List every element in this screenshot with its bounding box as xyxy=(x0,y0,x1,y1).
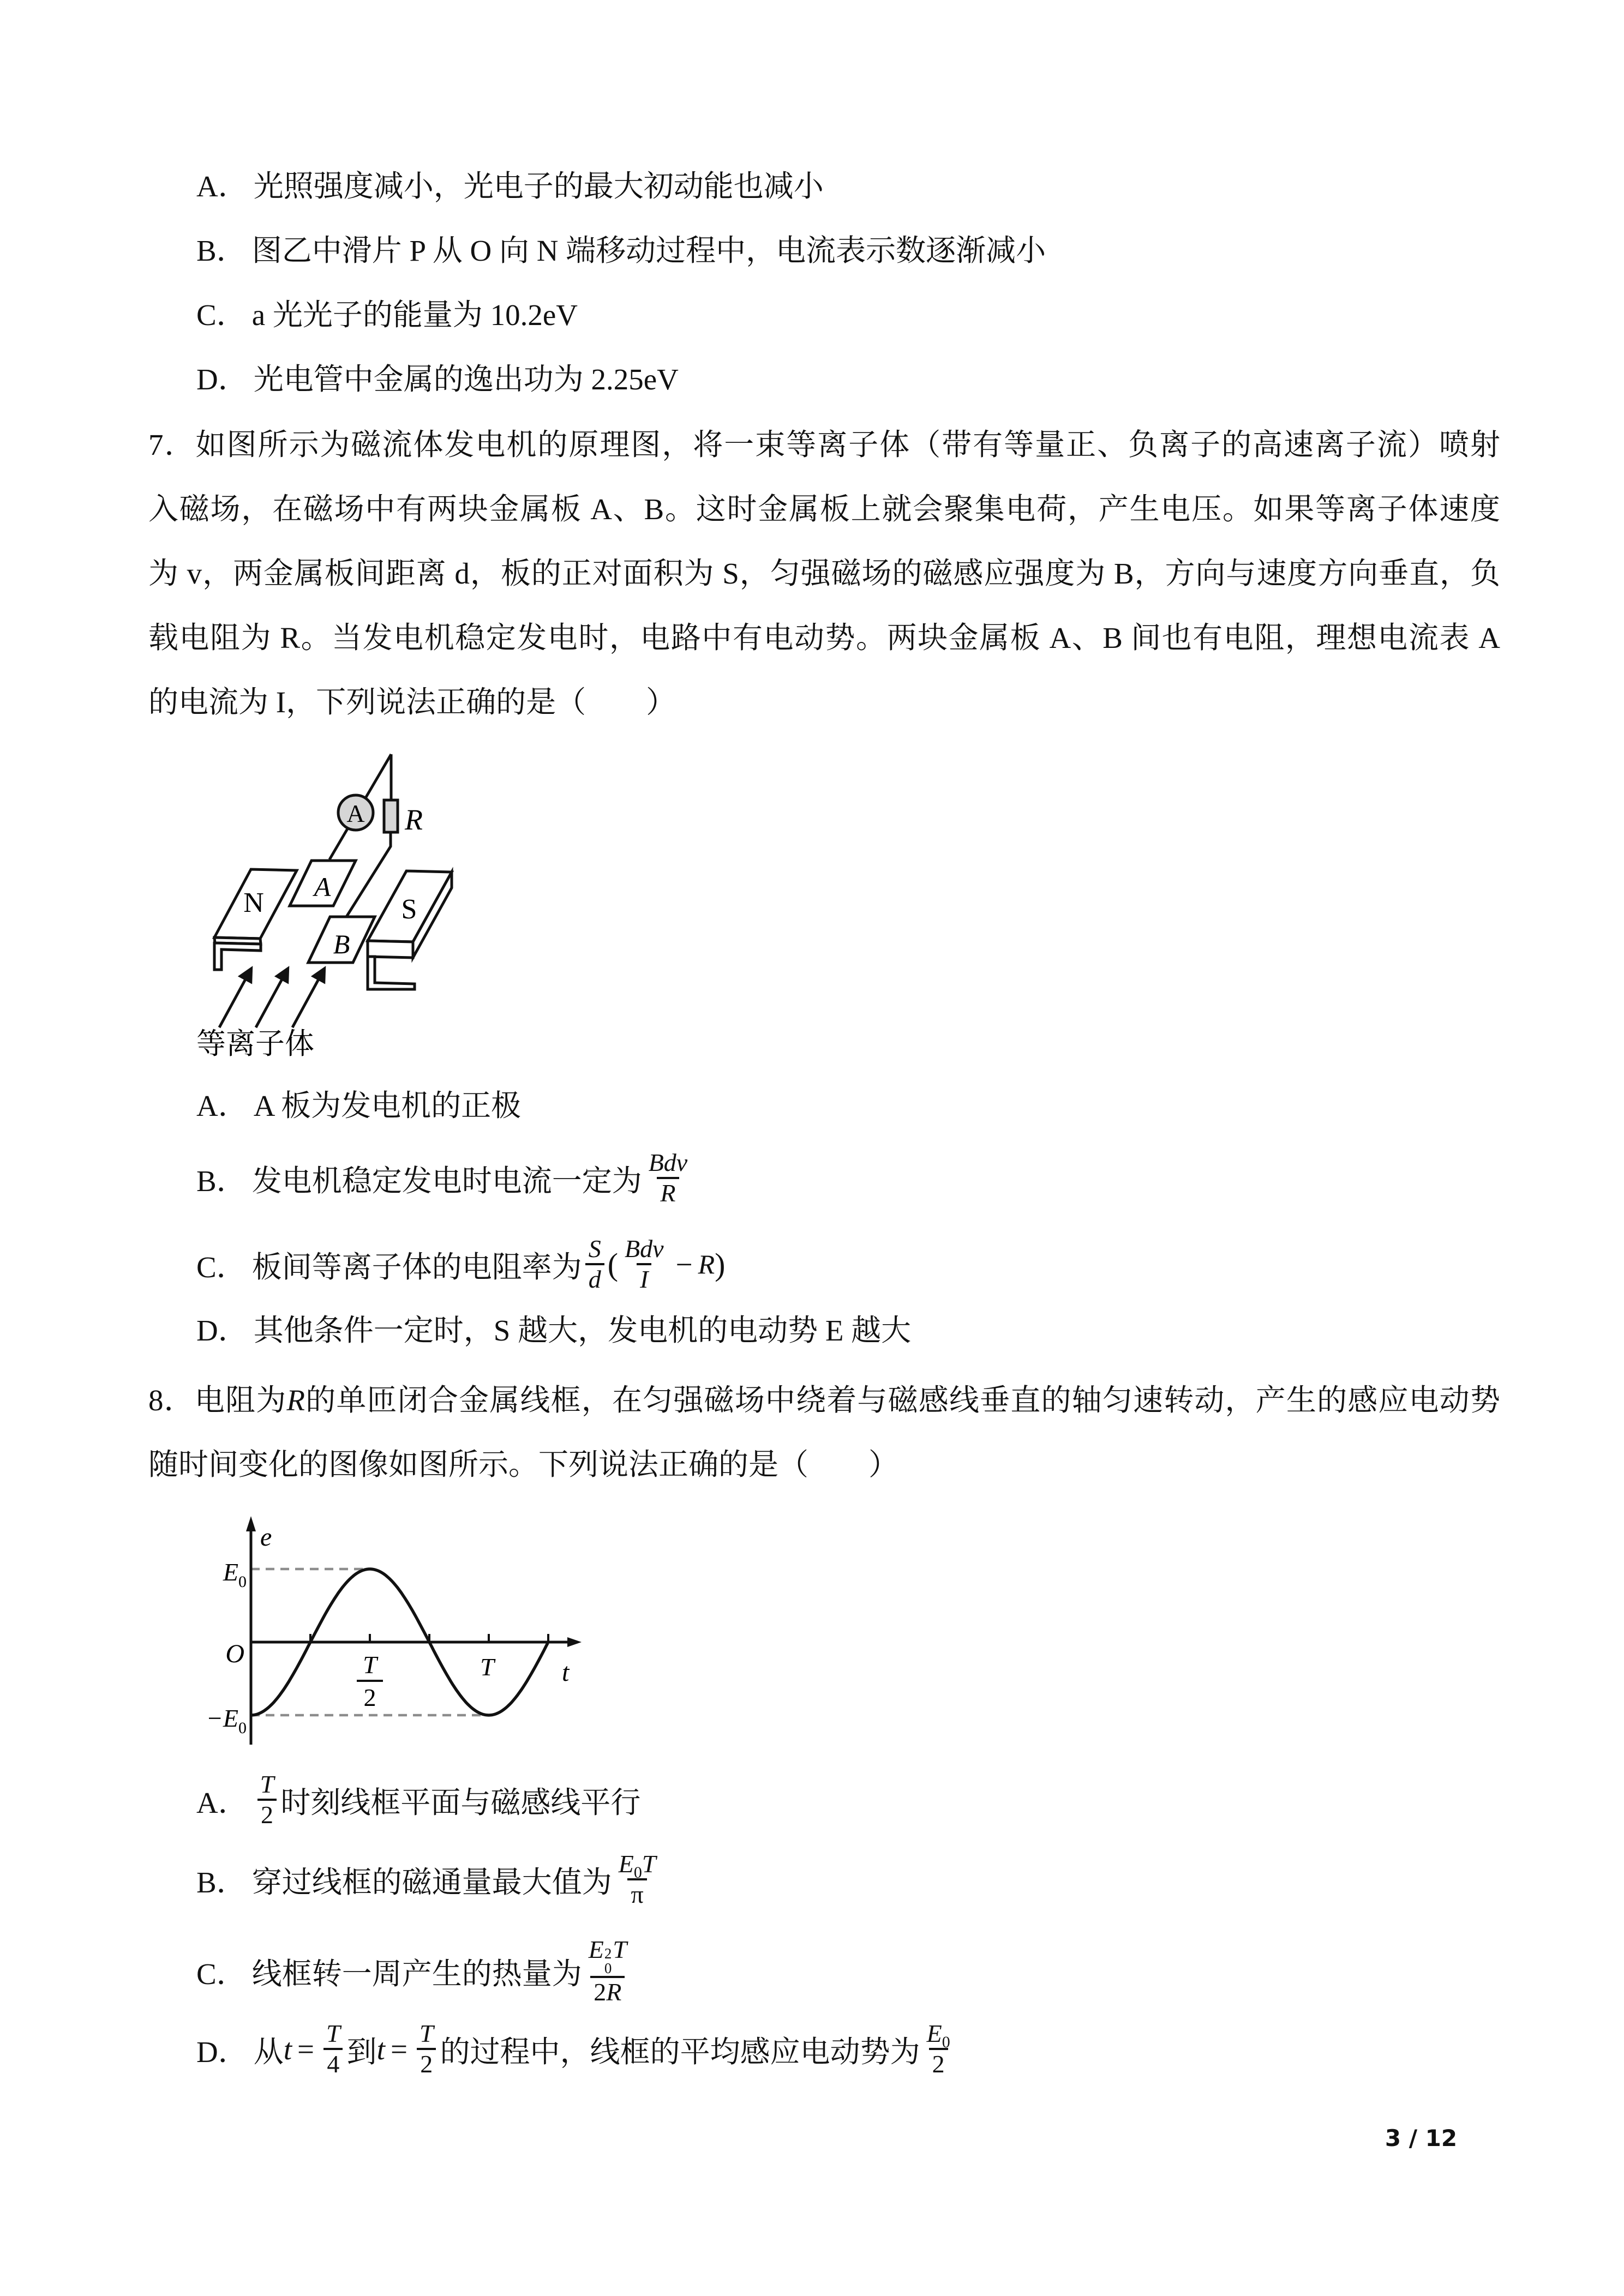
svg-text:A: A xyxy=(346,800,365,827)
plate-a-icon xyxy=(290,861,356,906)
q7-line-5: 的电流为 I，下列说法正确的是（ ） xyxy=(148,686,676,719)
option-letter: A． xyxy=(196,170,248,203)
svg-text:N: N xyxy=(243,887,264,918)
fraction-e0t-pi: $\frac{E_0T}{\pi}$ xyxy=(618,1850,656,1908)
emf-time-graph xyxy=(185,1511,600,1762)
fraction-t-2: $\frac{T}{2}$ xyxy=(416,2019,437,2078)
option-text: 光电管中金属的逸出功为 2.25eV xyxy=(253,363,679,396)
q7-line-3: 为 v，两金属板间距离 d，板的正对面积为 S，匀强磁场的磁感应强度为 B，方向与速度方向垂直，负 xyxy=(148,557,1500,590)
fraction-bdv-r: $\frac{\text{Bdv}}{R}$ xyxy=(648,1149,688,1207)
q8-line-1: 8．电阻为R的单匝闭合金属线框，在匀强磁场中绕着与磁感线垂直的轴匀速转动，产生的感应电动势 xyxy=(148,1384,1500,1417)
tick-label-T: T xyxy=(480,1653,494,1681)
q8-line-2: 随时间变化的图像如图所示。下列说法正确的是（ ） xyxy=(148,1448,899,1481)
y-axis-arrow-icon xyxy=(246,1516,256,1531)
plasma-arrows-icon xyxy=(219,970,323,1027)
svg-text:A: A xyxy=(314,871,331,902)
neg-e0-label: $-E_0$ xyxy=(206,1704,247,1737)
fraction-t-2: $\frac{T}{2}$ xyxy=(257,1770,278,1829)
page-number: 3 / 12 xyxy=(1385,2125,1458,2151)
q8-option-d: D． 从 t = $\frac{T}{4}$ 到 t = $\frac{T}{2}$ 的过程中，线框的平均感应电动势为 $\frac{E_0}{2}$ xyxy=(196,2011,1500,2087)
q8-option-c: C． 线框转一周产生的热量为 E 2 0 T 2R xyxy=(196,1933,1500,2009)
magnet-s-icon xyxy=(368,871,452,989)
q8-option-b: B． 穿过线框的磁通量最大值为 $\frac{E_0T}{\pi}$ xyxy=(196,1841,1500,1918)
svg-text:2: 2 xyxy=(363,1684,376,1711)
svg-text:R: R xyxy=(405,803,423,836)
fraction-e0sq-t-2r: E 2 0 T 2R xyxy=(588,1936,627,2006)
ammeter-icon xyxy=(338,795,373,830)
option-letter: C． xyxy=(196,298,247,332)
plasma-label: 等离子体 xyxy=(196,1027,314,1060)
option-text: a 光光子的能量为 10.2eV xyxy=(251,298,578,332)
q8-option-a: A． $\frac{T}{2}$ 时刻线框平面与磁感线平行 xyxy=(196,1770,641,1829)
svg-text:T: T xyxy=(363,1651,377,1679)
q7-option-b: B． 发电机稳定发电时电流一定为 $\frac{\text{Bdv}}{R}$ xyxy=(196,1140,1500,1216)
option-text: 光照强度减小，光电子的最大初动能也减小 xyxy=(253,170,824,203)
wire xyxy=(346,832,391,917)
fraction-s-d: $\frac{S}{d}$ xyxy=(585,1235,604,1293)
magnet-n-icon xyxy=(214,869,297,970)
option-text: 图乙中滑片 P 从 O 向 N 端移动过程中，电流表示数逐渐减小 xyxy=(251,234,1046,267)
fraction-e0-2: $\frac{E_0}{2}$ xyxy=(926,2019,950,2078)
tick-label-half-T xyxy=(357,1651,383,1711)
q6-option-b xyxy=(196,231,1500,271)
x-axis-arrow-icon xyxy=(567,1637,582,1647)
fraction-bdv-i: $\frac{\text{Bdv}}{I}$ xyxy=(625,1235,664,1293)
mhd-generator-diagram xyxy=(180,742,529,1069)
svg-text:S: S xyxy=(401,894,417,925)
q6-option-c xyxy=(196,296,1500,335)
q7-option-d: D． 其他条件一定时，S 越大，发电机的电动势 E 越大 xyxy=(196,1314,912,1347)
origin-label: O xyxy=(225,1639,244,1668)
q6-option-a xyxy=(196,167,1500,206)
option-letter: B． xyxy=(196,234,247,267)
svg-text:B: B xyxy=(333,929,350,959)
option-letter: D． xyxy=(196,363,248,396)
xlabel: t xyxy=(562,1658,570,1687)
q7-line-2: 入磁场，在磁场中有两块金属板 A、B。这时金属板上就会聚集电荷，产生电压。如果等离子体速度 xyxy=(148,492,1500,526)
plate-b-icon xyxy=(308,917,375,963)
fraction-t-4: $\frac{T}{4}$ xyxy=(323,2019,344,2078)
q6-option-d xyxy=(196,360,1500,399)
resistor-icon xyxy=(384,800,423,836)
q7-line-1: 7．如图所示为磁流体发电机的原理图，将一束等离子体（带有等量正、负离子的高速离子流）喷射 xyxy=(148,428,1500,461)
ylabel: e xyxy=(260,1523,272,1552)
q7-option-a: A． A 板为发电机的正极 xyxy=(196,1089,522,1122)
q7-option-c: C． 板间等离子体的电阻率为 $\frac{S}{d}$ ( $\frac{\text{Bdv}}{I}$ − R ) xyxy=(196,1235,726,1293)
e0-label: $E_0$ xyxy=(223,1558,247,1591)
q7-line-4: 载电阻为 R。当发电机稳定发电时，电路中有电动势。两块金属板 A、B 间也有电阻，理想电流表 A xyxy=(148,621,1500,654)
